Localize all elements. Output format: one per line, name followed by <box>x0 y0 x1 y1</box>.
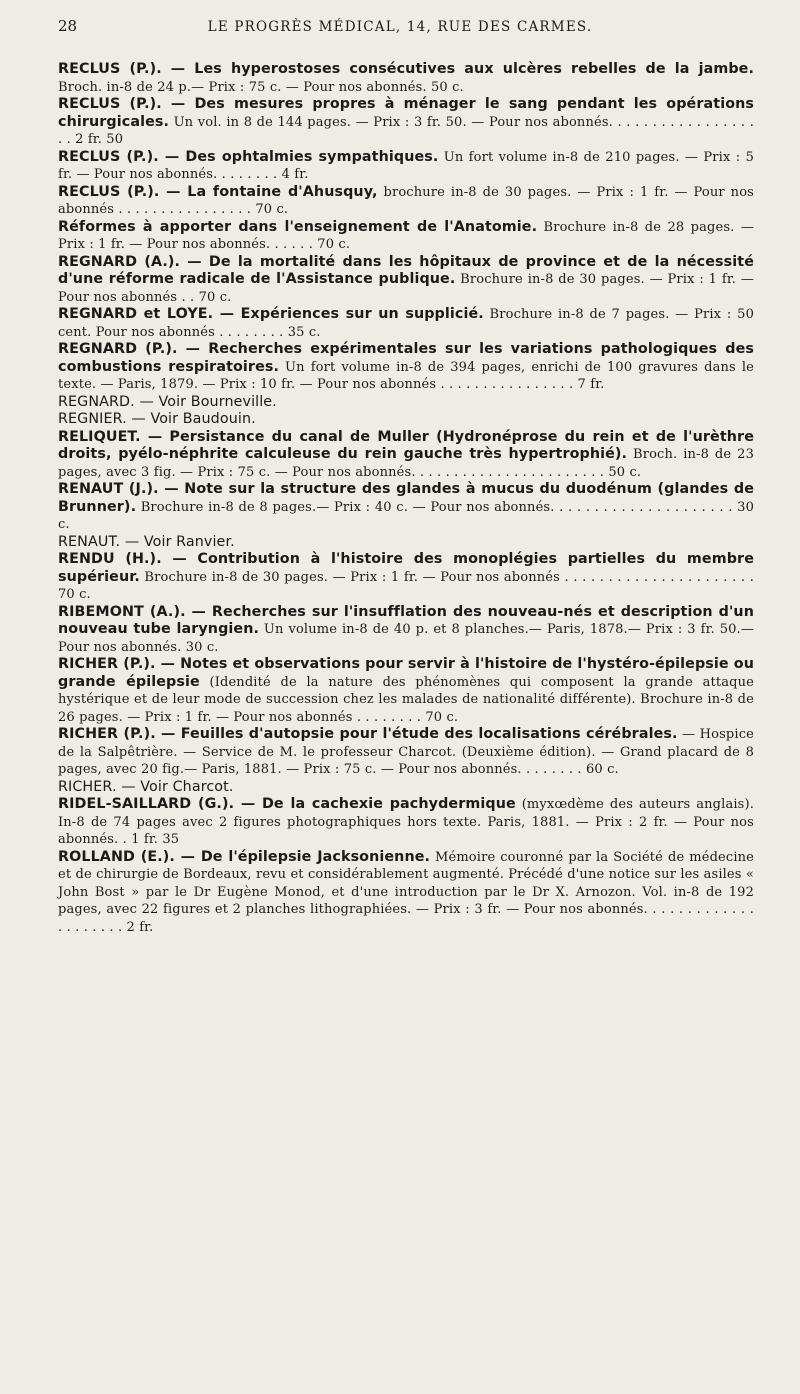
entry-details: (Idendité de la nature des phénomènes qui composent la grande attaque hystérique et de leur mode de succession chez les malades de nationalité différente). Brochure in-8 de 26 pages. — Prix : 1 fr. — Pour nos abonnés . . . . . . . . 70 c. <box>58 674 754 725</box>
catalogue-entry <box>58 394 754 412</box>
page-header <box>58 17 742 41</box>
running-head: LE PROGRÈS MÉDICAL, 14, RUE DES CARMES. <box>207 19 593 35</box>
entry-title: REGNIER. — Voir Baudouin. <box>58 411 256 427</box>
entry-details: Mémoire couronné par la Société de médecine et de chirurgie de Bordeaux, revu et considérablement augmenté. Précédé d'une notice sur les asiles « John Bost » par le Dr Eugène Monod, et d'une introduction par le Dr X. Arnozon. Vol. in-8 de 192 pages, avec 22 figures et 2 planches lithographiées. — Prix : 3 fr. — Pour nos abonnés. . . . . . . . . . . . . . . . . . . . . 2 fr. <box>58 849 754 935</box>
entry-title: RENAUT (J.). — Note sur la structure des glandes à mucus du duodénum (glandes de Brunner). <box>58 481 754 515</box>
catalogue-entry <box>58 849 754 937</box>
catalogue-entry <box>58 656 754 726</box>
catalogue-entry <box>58 149 754 184</box>
catalogue-entry <box>58 219 754 254</box>
entry-title: RENAUT. — Voir Ranvier. <box>58 533 235 550</box>
catalogue-entry <box>58 306 754 341</box>
catalogue-entry <box>58 779 754 797</box>
entry-title: RICHER (P.). — Notes et observations pour servir à l'histoire de l'hystéro-épilepsie ou grande épilepsie <box>58 656 754 690</box>
entry-title: RENDU (H.). — Contribution à l'histoire des monoplégies partielles du membre supérieur. <box>58 551 754 585</box>
entry-details: Brochure in-8 de 8 pages.— Prix : 40 c. — Pour nos abonnés. . . . . . . . . . . . . . . . . . . . . 30 c. <box>58 499 754 532</box>
entry-details: Brochure in-8 de 28 pages. — Prix : 1 fr. — Pour nos abonnés. . . . . . 70 c. <box>58 219 754 252</box>
entry-details: (myxœdème des auteurs anglais). In-8 de 74 pages avec 2 figures photographiques hors texte. Paris, 1881. — Prix : 2 fr. — Pour nos abonnés. . 1 fr. 35 <box>58 797 754 847</box>
catalogue-entry <box>58 341 754 394</box>
entry-title: REGNARD. — Voir Bourneville. <box>58 393 277 410</box>
entry-details: Broch. in-8 de 24 p.— Prix : 75 c. — Pour nos abonnés. 50 c. <box>58 79 464 95</box>
entry-title: RICHER (P.). — Feuilles d'autopsie pour l'étude des localisations cérébrales. <box>58 726 678 742</box>
catalogue-entry <box>58 61 754 96</box>
catalogue-entry <box>58 551 754 604</box>
entry-title: RECLUS (P.). — Les hyperostoses consécutives aux ulcères rebelles de la jambe. <box>58 61 754 77</box>
entry-details: Un volume in-8 de 40 p. et 8 planches.— Paris, 1878.— Prix : 3 fr. 50.— Pour nos abonnés. 30 c. <box>58 622 754 655</box>
entry-details: Un fort volume in-8 de 210 pages. — Prix : 5 fr. — Pour nos abonnés. . . . . . . . 4 fr. <box>58 149 754 182</box>
catalogue-entry <box>58 184 754 219</box>
entry-title: RELIQUET. — Persistance du canal de Muller (Hydronéprose du rein et de l'urèthre droits, pyélo-néphrite calculeuse du rein gauche très hypertrophié). <box>58 428 754 462</box>
entry-details: brochure in-8 de 30 pages. — Prix : 1 fr. — Pour nos abonnés . . . . . . . . . . . . . . . . 70 c. <box>58 184 754 217</box>
entry-details: Broch. in-8 de 23 pages, avec 3 fig. — Prix : 75 c. — Pour nos abonnés. . . . . . . . . . . . . . . . . . . . . . . 50 c. <box>58 447 754 480</box>
catalogue-entry <box>58 254 754 307</box>
catalogue-entry <box>58 726 754 779</box>
entry-title: REGNARD (P.). — Recherches expérimentales sur les variations pathologiques des combustions respiratoires. <box>58 341 754 375</box>
entry-title: RIDEL-SAILLARD (G.). — De la cachexie pachydermique <box>58 796 516 812</box>
entry-title: RICHER. — Voir Charcot. <box>58 778 234 795</box>
entry-details: — Hospice de la Salpêtrière. — Service de M. le professeur Charcot. (Deuxième édition). — Grand placard de 8 pages, avec 20 fig.— Paris, 1881. — Prix : 75 c. — Pour nos abonnés. . . . . . . . 60 c. <box>58 727 754 777</box>
entry-details: Brochure in-8 de 30 pages. — Prix : 1 fr. — Pour nos abonnés . . 70 c. <box>58 272 755 305</box>
entry-details: Brochure in-8 de 7 pages. — Prix : 50 cent. Pour nos abonnés . . . . . . . . 35 c. <box>58 307 754 340</box>
catalogue-entries <box>58 61 754 936</box>
catalogue-entry <box>58 429 754 482</box>
entry-title: RECLUS (P.). — La fontaine d'Ahusquy, <box>58 183 378 200</box>
entry-title: REGNARD et LOYE. — Expériences sur un supplicié. <box>58 306 484 322</box>
entry-title: Réformes à apporter dans l'enseignement de l'Anatomie. <box>58 218 538 235</box>
entry-details: Un fort volume in-8 de 394 pages, enrichi de 100 gravures dans le texte. — Paris, 1879. — Prix : 10 fr. — Pour nos abonnés . . . . . . . . . . . . . . . . 7 fr. <box>58 359 754 392</box>
catalogue-entry <box>58 481 754 534</box>
entry-details: Un vol. in 8 de 144 pages. — Prix : 3 fr. 50. — Pour nos abonnés. . . . . . . . . . . . . . . . . . . 2 fr. 50 <box>58 114 754 147</box>
entry-title: RIBEMONT (A.). — Recherches sur l'insufflation des nouveau-nés et description d'un nouveau tube laryngien. <box>58 603 754 637</box>
catalogue-entry <box>58 96 754 149</box>
entry-title: RECLUS (P.). — Des mesures propres à ménager le sang pendant les opérations chirurgicales. <box>58 96 754 130</box>
catalogue-entry <box>58 796 754 849</box>
entry-details: Brochure in-8 de 30 pages. — Prix : 1 fr. — Pour nos abonnés . . . . . . . . . . . . . . . . . . . . . . 70 c. <box>58 569 754 602</box>
entry-title: RECLUS (P.). — Des ophtalmies sympathiques. <box>58 148 439 165</box>
catalogue-entry <box>58 534 754 552</box>
page-number: 28 <box>58 17 78 35</box>
entry-title: ROLLAND (E.). — De l'épilepsie Jacksonienne. <box>58 848 431 865</box>
catalogue-entry <box>58 604 754 657</box>
entry-title: REGNARD (A.). — De la mortalité dans les hôpitaux de province et de la nécessité d'une réforme radicale de l'Assistance publique. <box>58 253 754 287</box>
catalogue-entry <box>58 411 754 429</box>
